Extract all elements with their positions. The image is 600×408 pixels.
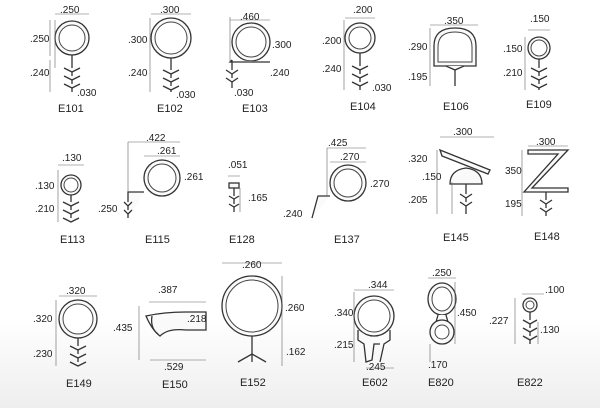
profile-e106	[408, 16, 478, 113]
dim: .240	[322, 64, 342, 75]
profile-e148	[505, 137, 568, 243]
dim: .165	[248, 193, 268, 204]
profile-e152	[222, 260, 306, 389]
profile-e820	[428, 268, 477, 389]
profile-label: E109	[526, 99, 552, 111]
dim: .130	[35, 181, 55, 192]
dim: .261	[157, 146, 177, 157]
dim: .250	[98, 204, 118, 215]
profile-e113	[35, 153, 85, 246]
dim: .320	[66, 286, 86, 297]
dim: .205	[408, 195, 428, 206]
profile-e149	[33, 286, 97, 390]
dim: .130	[62, 153, 82, 164]
dim: .030	[372, 83, 392, 94]
profile-e103	[226, 12, 292, 115]
profile-label: E106	[443, 101, 469, 113]
profile-e145	[408, 127, 494, 244]
profile-label: E822	[517, 377, 543, 389]
dim: .215	[334, 340, 354, 351]
dim: .240	[128, 68, 148, 79]
profile-label: E113	[60, 234, 85, 246]
dim: .425	[328, 138, 348, 149]
profile-label: E128	[229, 234, 255, 246]
dim: .250	[30, 34, 50, 45]
dim: .387	[158, 285, 178, 296]
dim: .150	[503, 44, 523, 55]
dim: 195	[505, 199, 522, 210]
dim: .460	[240, 12, 260, 23]
dim: .227	[489, 316, 509, 327]
dim: .300	[160, 5, 180, 16]
profile-e101	[30, 5, 97, 115]
dim: .320	[33, 314, 53, 325]
profile-label: E115	[145, 234, 170, 246]
profile-e104	[322, 5, 392, 113]
profile-label: E149	[66, 378, 92, 390]
dim: .300	[536, 137, 556, 148]
dim: .350	[444, 16, 464, 27]
dim: .260	[242, 260, 262, 271]
profile-e109	[503, 14, 552, 111]
profile-e602	[334, 280, 394, 389]
dim: .245	[366, 362, 386, 373]
dim: .170	[428, 360, 448, 371]
dim: .450	[457, 308, 477, 319]
dim: .162	[286, 347, 306, 358]
profile-label: E150	[162, 379, 188, 391]
profile-label: E102	[157, 103, 183, 115]
dim: .240	[283, 209, 303, 220]
dim: .051	[228, 160, 248, 171]
dim: .529	[164, 362, 184, 373]
dim: .100	[545, 285, 565, 296]
dim: .200	[322, 36, 342, 47]
dim: .030	[176, 90, 196, 101]
dim: .030	[234, 88, 254, 99]
profile-label: E104	[350, 101, 376, 113]
profile-label: E145	[443, 232, 469, 244]
dim: .270	[340, 152, 360, 163]
dim: .240	[30, 68, 50, 79]
dim: .210	[35, 204, 55, 215]
dim: .300	[453, 127, 473, 138]
dim: .290	[408, 42, 428, 53]
dim: .340	[334, 308, 354, 319]
dim: .300	[272, 40, 292, 51]
dim: .200	[353, 5, 373, 16]
dim: .150	[530, 14, 550, 25]
dim: .270	[370, 179, 390, 190]
dim: .320	[408, 154, 428, 165]
profile-e115	[98, 133, 204, 246]
profile-label: E152	[240, 377, 266, 389]
dim: .240	[270, 68, 290, 79]
dim: .422	[146, 133, 166, 144]
profile-e128	[228, 160, 268, 246]
dim: .300	[128, 35, 148, 46]
dim: .435	[113, 323, 133, 334]
dim: .210	[503, 68, 523, 79]
dim: .260	[285, 303, 305, 314]
dim: .195	[408, 72, 428, 83]
dim: 350	[505, 166, 522, 177]
profile-label: E101	[58, 103, 84, 115]
profile-label: E137	[334, 234, 360, 246]
profile-e102	[128, 5, 196, 115]
profile-label: E103	[242, 103, 268, 115]
profile-label: E602	[362, 377, 388, 389]
dim: .150	[422, 172, 442, 183]
profile-e150	[113, 285, 207, 391]
dim: .230	[33, 349, 53, 360]
dim: .344	[368, 280, 388, 291]
profile-e822	[489, 285, 565, 389]
dim: .130	[540, 325, 560, 336]
profile-label: E820	[428, 377, 454, 389]
dim: .030	[77, 88, 97, 99]
dim: .250	[60, 5, 80, 16]
dim: .218	[187, 314, 207, 325]
profile-label: E148	[534, 231, 560, 243]
profile-e137	[283, 138, 390, 246]
dim: .261	[184, 172, 204, 183]
dim: .250	[432, 268, 452, 279]
